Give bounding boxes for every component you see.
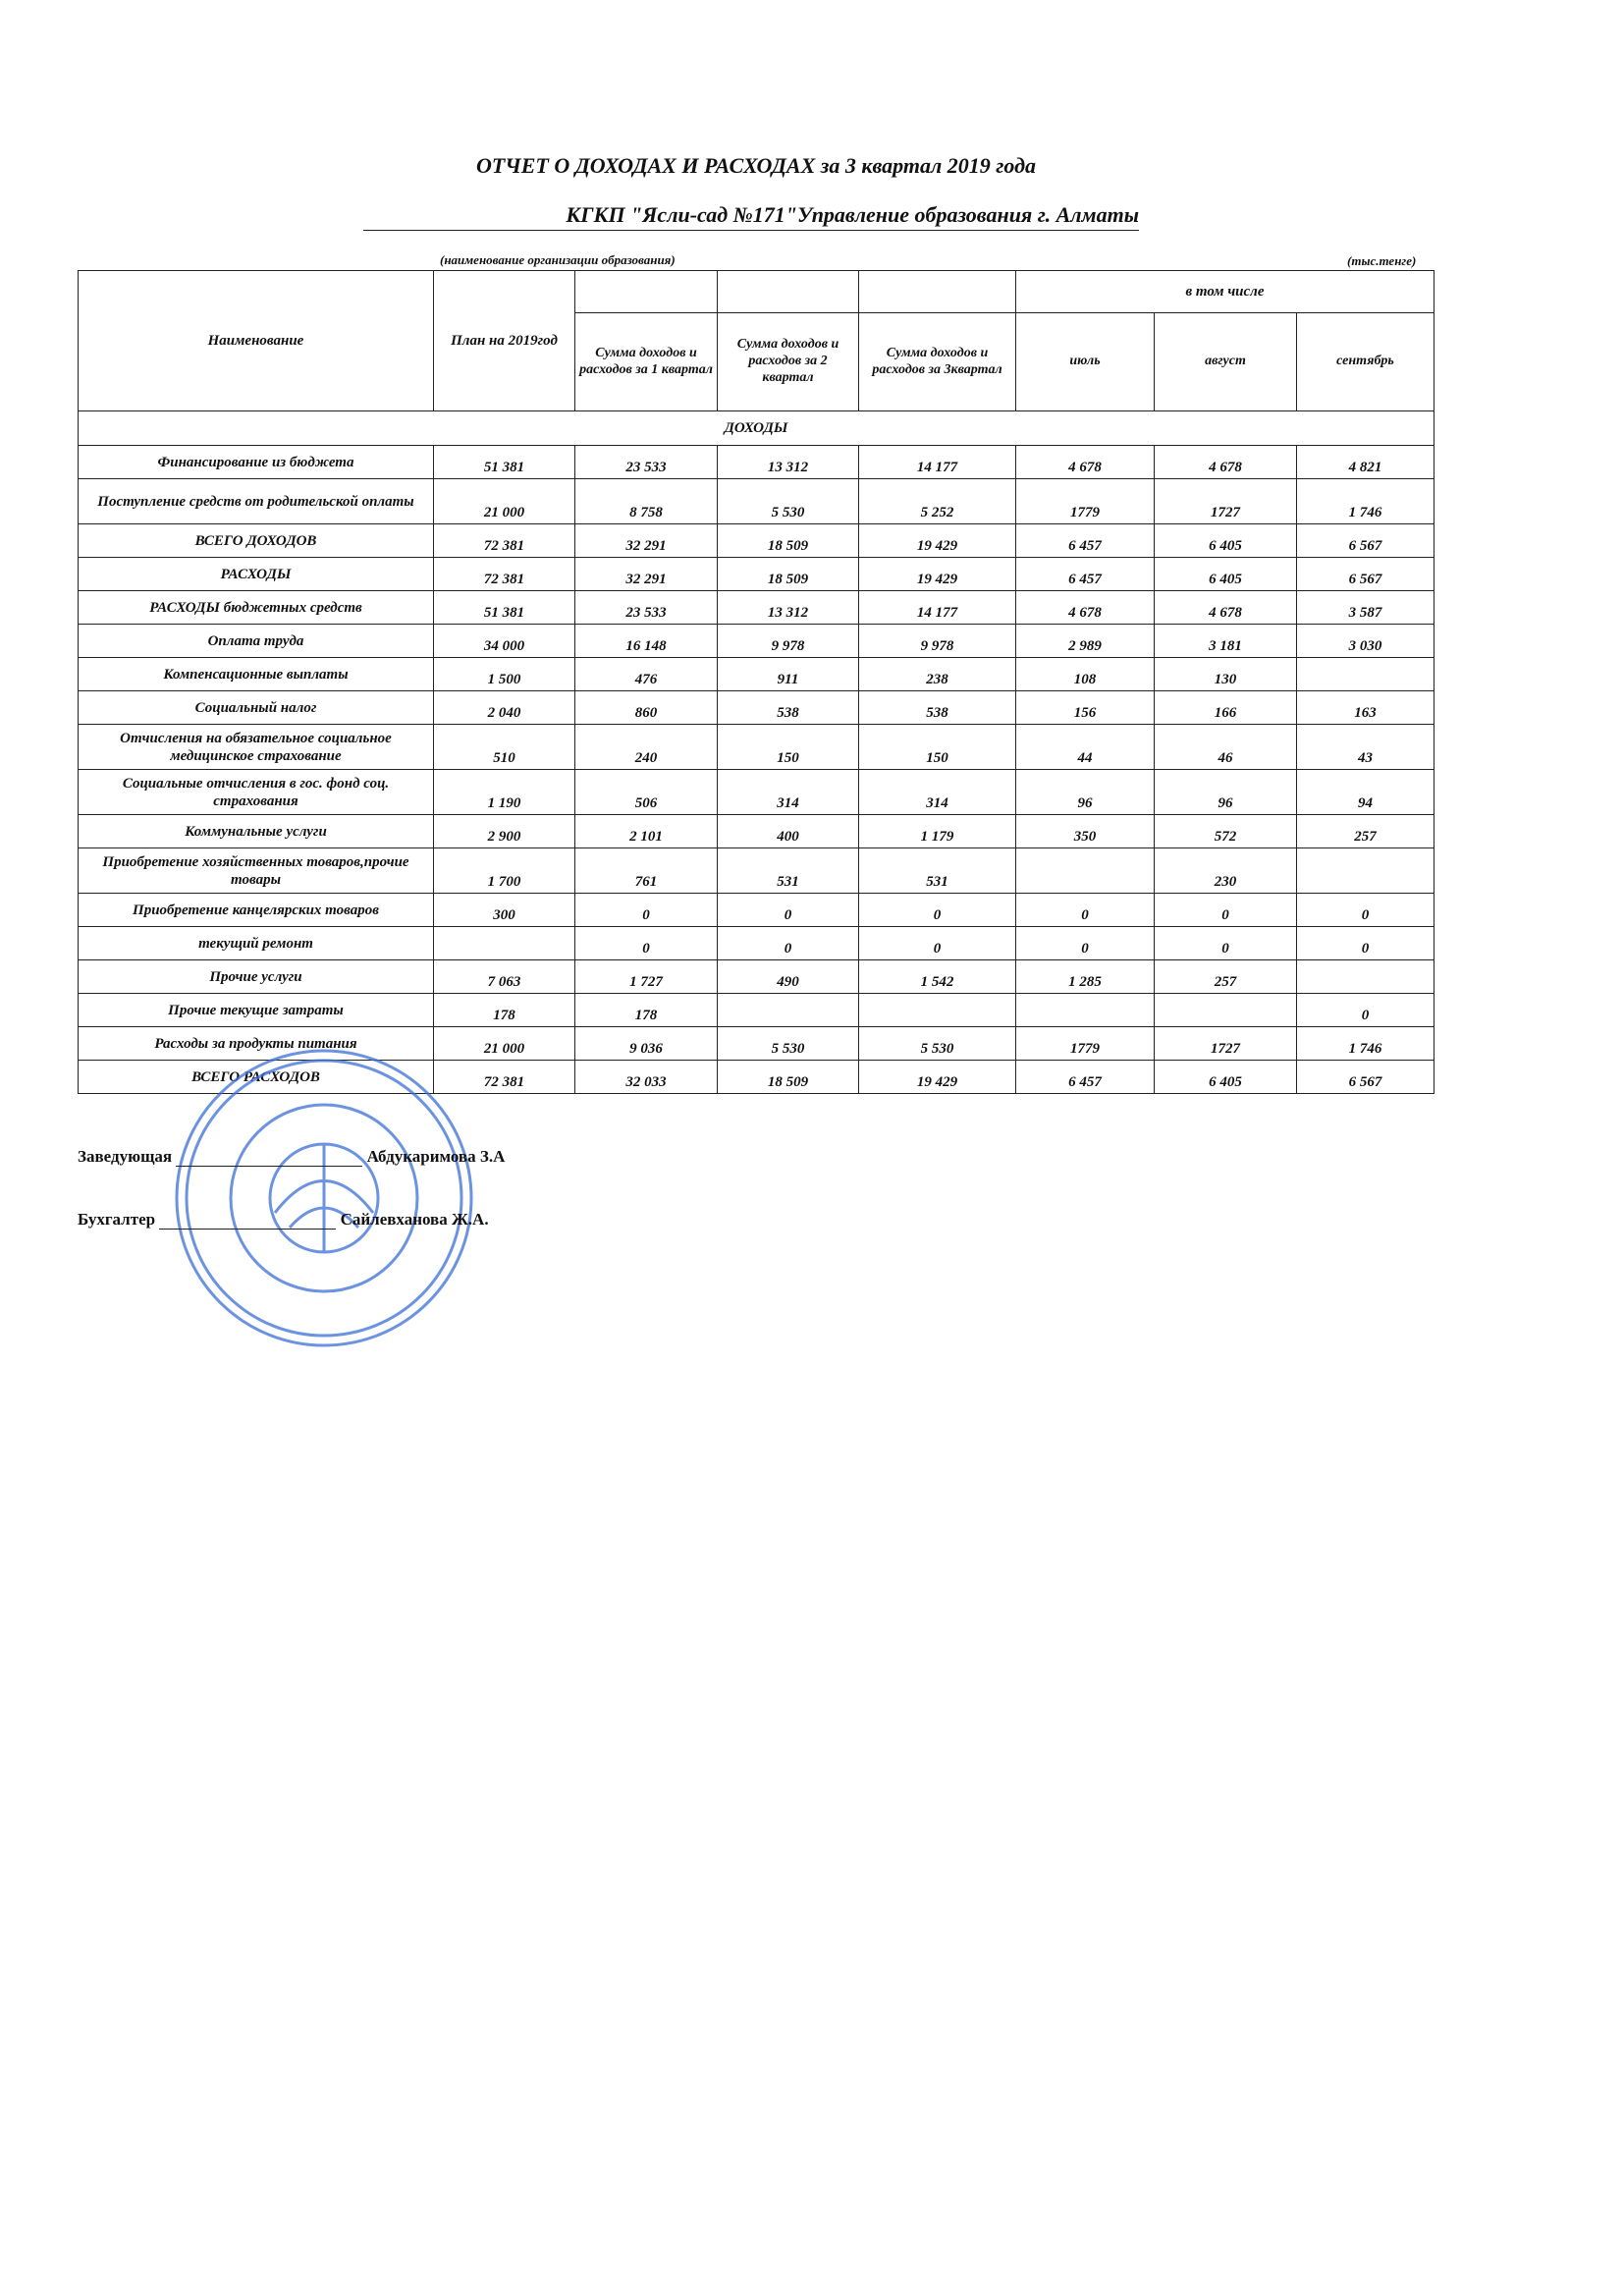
row-label: Прочие услуги (79, 960, 434, 994)
row-value: 0 (1155, 927, 1297, 960)
row-value: 14 177 (859, 591, 1016, 625)
header-q3: Сумма доходов и расходов за 3квартал (859, 313, 1016, 411)
row-value: 1 700 (434, 848, 575, 894)
row-value: 150 (718, 725, 859, 770)
header-q1: Сумма доходов и расходов за 1 квартал (575, 313, 718, 411)
official-stamp (167, 1041, 481, 1355)
row-value: 46 (1155, 725, 1297, 770)
row-value: 21 000 (434, 479, 575, 524)
table-row (79, 770, 1435, 815)
organization-name: КГКП "Ясли-сад №171"Управление образования г. Алматы (363, 202, 1139, 231)
row-value: 350 (1016, 815, 1155, 848)
row-value: 314 (859, 770, 1016, 815)
row-value: 0 (1016, 894, 1155, 927)
row-value: 510 (434, 725, 575, 770)
row-value: 2 989 (1016, 625, 1155, 658)
row-value: 1779 (1016, 1027, 1155, 1061)
row-value: 4 821 (1297, 446, 1435, 479)
row-value (1016, 848, 1155, 894)
row-label: Поступление средств от родительской оплаты (79, 479, 434, 524)
row-value: 911 (718, 658, 859, 691)
row-value: 51 381 (434, 591, 575, 625)
row-value: 400 (718, 815, 859, 848)
table-row (79, 994, 1435, 1027)
row-value: 23 533 (575, 446, 718, 479)
row-value: 18 509 (718, 524, 859, 558)
row-value: 44 (1016, 725, 1155, 770)
row-value: 5 530 (718, 479, 859, 524)
row-value: 0 (1297, 994, 1435, 1027)
report-title: ОТЧЕТ О ДОХОДАХ И РАСХОДАХ за 3 квартал 2019 года (475, 153, 1037, 178)
row-value: 14 177 (859, 446, 1016, 479)
row-value: 163 (1297, 691, 1435, 725)
row-value: 51 381 (434, 446, 575, 479)
row-value: 1 746 (1297, 479, 1435, 524)
table-row (79, 725, 1435, 770)
row-value: 0 (1297, 894, 1435, 927)
row-value: 21 000 (434, 1027, 575, 1061)
row-value: 1 500 (434, 658, 575, 691)
row-label: Отчисления на обязательное социальное медицинское страхование (79, 725, 434, 770)
table-row (79, 524, 1435, 558)
row-value: 166 (1155, 691, 1297, 725)
row-value: 0 (1297, 927, 1435, 960)
row-value: 6 457 (1016, 558, 1155, 591)
row-value: 506 (575, 770, 718, 815)
row-value: 1 285 (1016, 960, 1155, 994)
row-value: 0 (1155, 894, 1297, 927)
accountant-signature-line (159, 1229, 336, 1230)
row-value: 96 (1155, 770, 1297, 815)
row-value: 43 (1297, 725, 1435, 770)
row-value: 1 190 (434, 770, 575, 815)
table-row (79, 625, 1435, 658)
row-value: 0 (859, 894, 1016, 927)
row-value (1297, 848, 1435, 894)
row-value: 7 063 (434, 960, 575, 994)
row-value: 5 252 (859, 479, 1016, 524)
row-value: 2 101 (575, 815, 718, 848)
row-value: 6 405 (1155, 1061, 1297, 1094)
head-label: Заведующая (78, 1147, 173, 1166)
row-label: Социальный налог (79, 691, 434, 725)
header-september: сентябрь (1297, 313, 1435, 411)
row-value: 531 (859, 848, 1016, 894)
row-value: 32 291 (575, 524, 718, 558)
row-label: ВСЕГО ДОХОДОВ (79, 524, 434, 558)
row-value (859, 994, 1016, 1027)
row-value: 19 429 (859, 524, 1016, 558)
row-value: 6 405 (1155, 524, 1297, 558)
row-value: 314 (718, 770, 859, 815)
row-value: 9 978 (859, 625, 1016, 658)
row-value: 94 (1297, 770, 1435, 815)
row-value: 2 900 (434, 815, 575, 848)
row-value: 3 030 (1297, 625, 1435, 658)
header-blank-q1 (575, 271, 718, 313)
row-value (1155, 994, 1297, 1027)
row-value: 178 (575, 994, 718, 1027)
header-july: июль (1016, 313, 1155, 411)
row-value: 18 509 (718, 558, 859, 591)
row-value (1016, 994, 1155, 1027)
header-name: Наименование (79, 271, 434, 411)
row-label: Социальные отчисления в гос. фонд соц. страхования (79, 770, 434, 815)
row-value: 18 509 (718, 1061, 859, 1094)
row-label: РАСХОДЫ (79, 558, 434, 591)
table-row (79, 927, 1435, 960)
row-value: 130 (1155, 658, 1297, 691)
section-income: ДОХОДЫ (79, 411, 1435, 446)
row-value: 72 381 (434, 558, 575, 591)
row-value: 240 (575, 725, 718, 770)
row-value: 0 (859, 927, 1016, 960)
organization-caption: (наименование организации образования) (440, 252, 676, 267)
row-label: Коммунальные услуги (79, 815, 434, 848)
header-blank-q3 (859, 271, 1016, 313)
row-label: ВСЕГО РАСХОДОВ (79, 1061, 434, 1094)
row-value (718, 994, 859, 1027)
row-value: 178 (434, 994, 575, 1027)
row-value: 0 (718, 927, 859, 960)
row-value: 4 678 (1016, 446, 1155, 479)
row-value: 0 (718, 894, 859, 927)
row-value: 96 (1016, 770, 1155, 815)
header-blank-q2 (718, 271, 859, 313)
row-value: 3 587 (1297, 591, 1435, 625)
row-value: 230 (1155, 848, 1297, 894)
table-row (79, 815, 1435, 848)
head-signature-row (78, 1147, 505, 1167)
accountant-label: Бухгалтер (78, 1210, 156, 1229)
row-value: 1 746 (1297, 1027, 1435, 1061)
row-value: 0 (575, 927, 718, 960)
table-row (79, 658, 1435, 691)
row-value: 72 381 (434, 1061, 575, 1094)
row-value: 300 (434, 894, 575, 927)
row-value: 13 312 (718, 446, 859, 479)
table-row (79, 558, 1435, 591)
row-value (1297, 658, 1435, 691)
row-value (1297, 960, 1435, 994)
table-row (79, 960, 1435, 994)
row-value: 9 978 (718, 625, 859, 658)
row-value: 32 291 (575, 558, 718, 591)
row-value: 860 (575, 691, 718, 725)
row-value: 6 405 (1155, 558, 1297, 591)
table-row (79, 591, 1435, 625)
row-label: Финансирование из бюджета (79, 446, 434, 479)
table-row (79, 479, 1435, 524)
row-value: 4 678 (1155, 446, 1297, 479)
row-value: 19 429 (859, 1061, 1016, 1094)
row-value: 32 033 (575, 1061, 718, 1094)
row-value: 238 (859, 658, 1016, 691)
table-row (79, 894, 1435, 927)
row-value: 0 (1016, 927, 1155, 960)
accountant-signature-row (78, 1210, 489, 1230)
head-signature-line (176, 1166, 362, 1167)
row-value: 4 678 (1155, 591, 1297, 625)
header-q2: Сумма доходов и расходов за 2 квартал (718, 313, 859, 411)
row-value: 476 (575, 658, 718, 691)
row-value: 72 381 (434, 524, 575, 558)
row-value: 6 567 (1297, 524, 1435, 558)
row-value: 257 (1155, 960, 1297, 994)
row-value: 3 181 (1155, 625, 1297, 658)
row-value: 531 (718, 848, 859, 894)
row-value: 8 758 (575, 479, 718, 524)
row-value: 1 542 (859, 960, 1016, 994)
row-value: 2 040 (434, 691, 575, 725)
table-row (79, 848, 1435, 894)
row-value: 5 530 (859, 1027, 1016, 1061)
header-including: в том числе (1016, 271, 1435, 313)
row-label: Приобретение канцелярских товаров (79, 894, 434, 927)
row-value: 6 457 (1016, 1061, 1155, 1094)
row-label: Прочие текущие затраты (79, 994, 434, 1027)
row-value: 19 429 (859, 558, 1016, 591)
row-value: 761 (575, 848, 718, 894)
row-value (434, 927, 575, 960)
row-label: РАСХОДЫ бюджетных средств (79, 591, 434, 625)
row-value: 1727 (1155, 1027, 1297, 1061)
row-value: 9 036 (575, 1027, 718, 1061)
row-value: 6 567 (1297, 558, 1435, 591)
row-label: Компенсационные выплаты (79, 658, 434, 691)
row-value: 4 678 (1016, 591, 1155, 625)
row-value: 16 148 (575, 625, 718, 658)
row-value: 0 (575, 894, 718, 927)
row-value: 13 312 (718, 591, 859, 625)
row-label: Расходы за продукты питания (79, 1027, 434, 1061)
row-value: 1 727 (575, 960, 718, 994)
row-value: 156 (1016, 691, 1155, 725)
table-row (79, 691, 1435, 725)
row-label: текущий ремонт (79, 927, 434, 960)
row-value: 34 000 (434, 625, 575, 658)
header-august: август (1155, 313, 1297, 411)
row-label: Оплата труда (79, 625, 434, 658)
row-value: 1 179 (859, 815, 1016, 848)
row-value: 257 (1297, 815, 1435, 848)
row-value: 6 457 (1016, 524, 1155, 558)
head-name: Абдукаримова З.А (366, 1147, 506, 1166)
header-plan: План на 2019год (434, 271, 575, 411)
row-label: Приобретение хозяйственных товаров,прочие товары (79, 848, 434, 894)
row-value: 6 567 (1297, 1061, 1435, 1094)
row-value: 538 (718, 691, 859, 725)
row-value: 150 (859, 725, 1016, 770)
row-value: 5 530 (718, 1027, 859, 1061)
table-row (79, 446, 1435, 479)
row-value: 572 (1155, 815, 1297, 848)
report-table (78, 270, 1435, 1094)
units-label: (тыс.тенге) (1347, 253, 1417, 268)
row-value: 538 (859, 691, 1016, 725)
row-value: 1779 (1016, 479, 1155, 524)
accountant-name: Сайлевханова Ж.А. (340, 1210, 489, 1229)
row-value: 23 533 (575, 591, 718, 625)
row-value: 1727 (1155, 479, 1297, 524)
row-value: 490 (718, 960, 859, 994)
row-value: 108 (1016, 658, 1155, 691)
